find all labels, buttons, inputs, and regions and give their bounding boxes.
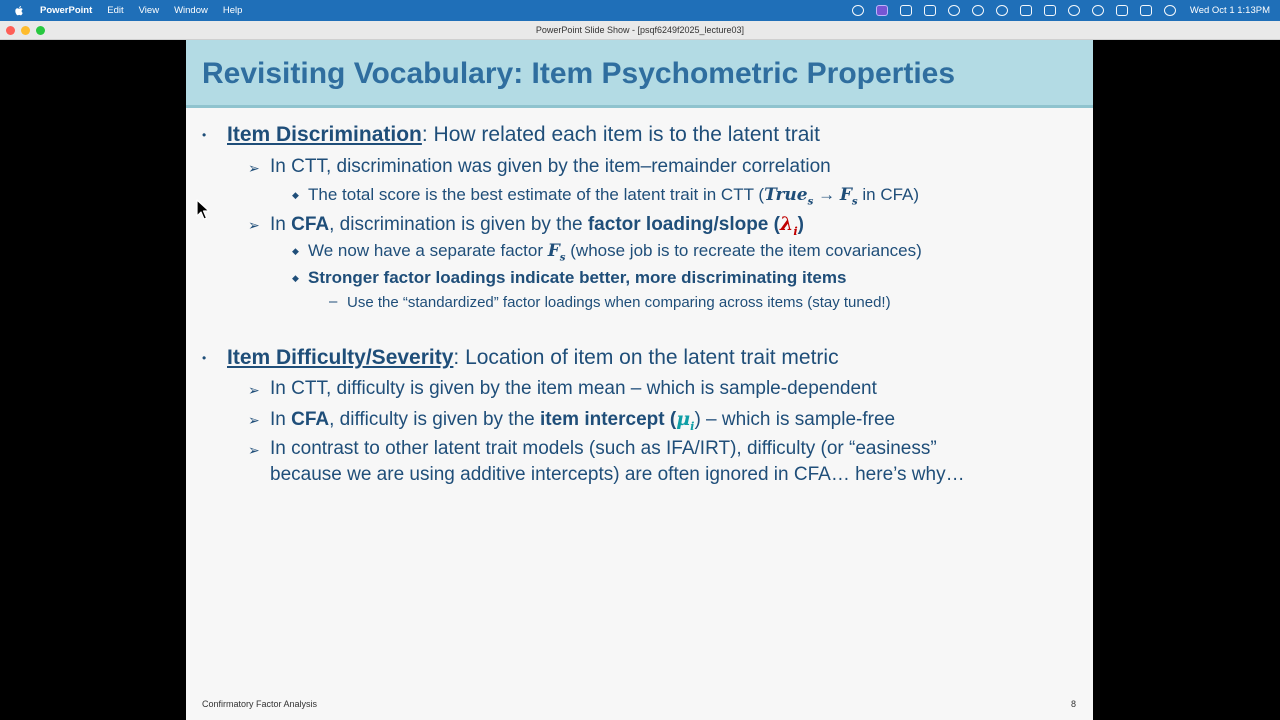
ctt-difficulty-line: In CTT, difficulty is given by the item mean – which is sample-dependent bbox=[270, 378, 877, 399]
cfa-discrimination-line: In CFA, discrimination is given by the factor loading/slope $(\lambda_i)$ bbox=[270, 213, 804, 238]
slide-title: Revisiting Vocabulary: Item Psychometric Properties bbox=[202, 57, 956, 90]
menu-bar bbox=[0, 0, 1280, 21]
menu-window[interactable]: Window bbox=[174, 5, 208, 16]
cloud-icon[interactable] bbox=[948, 5, 960, 16]
wifi-icon[interactable] bbox=[1068, 5, 1080, 16]
apple-icon[interactable] bbox=[12, 4, 26, 18]
menu-edit[interactable]: Edit bbox=[107, 5, 124, 16]
cloud-2-icon[interactable] bbox=[996, 5, 1008, 16]
window-controls bbox=[6, 26, 45, 35]
menu-help[interactable]: Help bbox=[222, 5, 243, 16]
screen-share-icon[interactable] bbox=[876, 5, 888, 16]
cfa-difficulty-line: In CFA, difficulty is given by the item intercept $(\mu_i)$ – which is sample-free bbox=[270, 408, 896, 433]
menu-view[interactable]: View bbox=[138, 5, 160, 16]
box-icon[interactable] bbox=[1020, 5, 1032, 16]
siri-icon[interactable] bbox=[1164, 5, 1176, 16]
slide-footer: Confirmatory Factor Analysis bbox=[202, 699, 318, 709]
status-area bbox=[852, 0, 1270, 21]
window-title-bar bbox=[0, 21, 1280, 40]
bullet-arrow: ➢ bbox=[248, 217, 260, 233]
monitor-icon[interactable] bbox=[924, 5, 936, 16]
slide-header bbox=[186, 40, 1093, 108]
minimize-window-button[interactable] bbox=[21, 26, 30, 35]
time-machine-icon[interactable] bbox=[1092, 5, 1104, 16]
contrast-line-1: In contrast to other latent trait models (such as IFA/IRT), difficulty (or “easiness” bbox=[270, 438, 937, 459]
bullet-arrow: ➢ bbox=[248, 160, 260, 176]
bullet-dash: – bbox=[329, 293, 338, 310]
dropbox-icon[interactable] bbox=[1044, 5, 1056, 16]
bullet-arrow: ➢ bbox=[248, 442, 260, 458]
stronger-loadings-line: Stronger factor loadings indicate better, more discriminating items bbox=[308, 268, 847, 287]
total-score-line: The total score is the best estimate of the latent trait in CTT (True$_s$ → $F_s$ in CFA) bbox=[308, 185, 920, 208]
bullet-diamond: ◆ bbox=[292, 246, 299, 256]
sync-icon[interactable] bbox=[852, 5, 864, 16]
menu-clock[interactable]: Wed Oct 1 1:13PM bbox=[1189, 5, 1270, 16]
mouse-cursor-icon bbox=[196, 199, 210, 221]
item-discrimination-heading: Item Discrimination: How related each item is to the latent trait bbox=[227, 123, 820, 146]
cloud-sync-icon[interactable] bbox=[972, 5, 984, 16]
bullet-dot: • bbox=[202, 128, 207, 142]
standardized-loadings-line: Use the “standardized” factor loadings when comparing across items (stay tuned!) bbox=[347, 294, 891, 311]
slide-number: 8 bbox=[1070, 699, 1076, 709]
maximize-window-button[interactable] bbox=[36, 26, 45, 35]
bullet-arrow: ➢ bbox=[248, 412, 260, 428]
item-difficulty-heading: Item Difficulty/Severity: Location of item on the latent trait metric bbox=[227, 346, 839, 369]
bullet-diamond: ◆ bbox=[292, 273, 299, 283]
window-title: PowerPoint Slide Show - [psqf6249f2025_lecture03] bbox=[535, 25, 745, 35]
display-icon[interactable] bbox=[900, 5, 912, 16]
bullet-arrow: ➢ bbox=[248, 382, 260, 398]
control-center-icon[interactable] bbox=[1140, 5, 1152, 16]
close-window-button[interactable] bbox=[6, 26, 15, 35]
separate-factor-line: We now have a separate factor $F_s$ (whose job is to recreate the item covariances) bbox=[308, 241, 922, 264]
bullet-dot: • bbox=[202, 351, 207, 365]
bullet-diamond: ◆ bbox=[292, 190, 299, 200]
bluetooth-icon[interactable] bbox=[1116, 5, 1128, 16]
ctt-discrimination-line: In CTT, discrimination was given by the item–remainder correlation bbox=[270, 156, 831, 177]
contrast-line-2: because we are using additive intercepts) are often ignored in CFA… here’s why… bbox=[270, 464, 965, 485]
slide[interactable] bbox=[186, 40, 1093, 720]
menu-app-powerpoint[interactable]: PowerPoint bbox=[40, 5, 93, 16]
